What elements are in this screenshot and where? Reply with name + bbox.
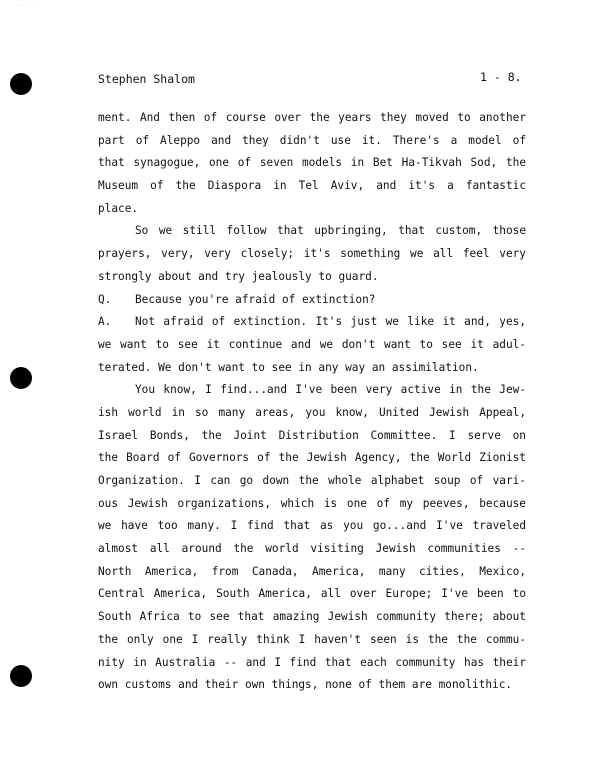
text-line: we have too many. I find that as you go...and I've traveled xyxy=(98,519,526,533)
paragraph xyxy=(98,379,526,697)
text-line: prayers, very, very closely; it's something we all feel very xyxy=(98,247,526,261)
text-line: part of Aleppo and they didn't use it. There's a model of xyxy=(98,133,526,147)
answer-marker: A. xyxy=(98,315,112,329)
text-line: North America, from Canada, America, many cities, Mexico, xyxy=(98,564,526,578)
paragraph xyxy=(98,220,526,288)
answer-text: Not afraid of extinction. It's just we like it and, yes, xyxy=(135,315,526,329)
text-line: South Africa to see that amazing Jewish community there; about xyxy=(98,610,526,624)
text-line: Museum of the Diaspora in Tel Aviv, and it's a fantastic xyxy=(98,179,526,193)
header-page-number: 1 - 8. xyxy=(480,70,522,84)
header-speaker-name: Stephen Shalom xyxy=(98,72,195,86)
question-paragraph xyxy=(98,289,526,312)
question-marker: Q. xyxy=(98,292,112,306)
text-line: terated. We don't want to see in any way an assimilation. xyxy=(98,360,479,374)
text-line: we want to see it continue and we don't want to see it adul- xyxy=(98,337,526,351)
text-line: nity in Australia -- and I find that each community has their xyxy=(98,655,526,669)
transcript-body xyxy=(98,107,526,697)
text-line: ish world in so many areas, you know, United Jewish Appeal, xyxy=(98,405,526,419)
text-line: Israel Bonds, the Joint Distribution Committee. I serve on xyxy=(98,428,526,442)
punch-hole-top xyxy=(10,73,32,95)
scan-artifact-mark: ·· ·· xyxy=(18,3,39,9)
text-line: the Board of Governors of the Jewish Agency, the World Zionist xyxy=(98,451,526,465)
text-line: So we still follow that upbringing, that custom, those xyxy=(135,224,526,238)
text-line: almost all around the world visiting Jewish communities -- xyxy=(98,542,526,556)
text-line xyxy=(98,311,526,334)
text-line xyxy=(98,289,526,312)
text-line: You know, I find...and I've been very active in the Jew- xyxy=(135,383,526,397)
answer-paragraph xyxy=(98,311,526,379)
text-line: ous Jewish organizations, which is one of my peeves, because xyxy=(98,496,526,510)
text-line: Central America, South America, all over Europe; I've been to xyxy=(98,587,526,601)
text-line: Organization. I can go down the whole alphabet soup of vari- xyxy=(98,474,526,487)
text-line: own customs and their own things, none of them are monolithic. xyxy=(98,678,513,692)
text-line: the only one I really think I haven't seen is the the commu- xyxy=(98,632,526,646)
paragraph-continuation xyxy=(98,107,526,220)
question-text: Because you're afraid of extinction? xyxy=(135,292,376,306)
text-line: strongly about and try jealously to guard. xyxy=(98,269,379,283)
text-line: ment. And then of course over the years they moved to another xyxy=(98,111,526,124)
text-line: place. xyxy=(98,201,139,215)
text-line: that synagogue, one of seven models in Bet Ha-Tikvah Sod, the xyxy=(98,156,526,170)
punch-hole-bottom xyxy=(10,665,32,687)
punch-hole-middle xyxy=(10,367,32,389)
